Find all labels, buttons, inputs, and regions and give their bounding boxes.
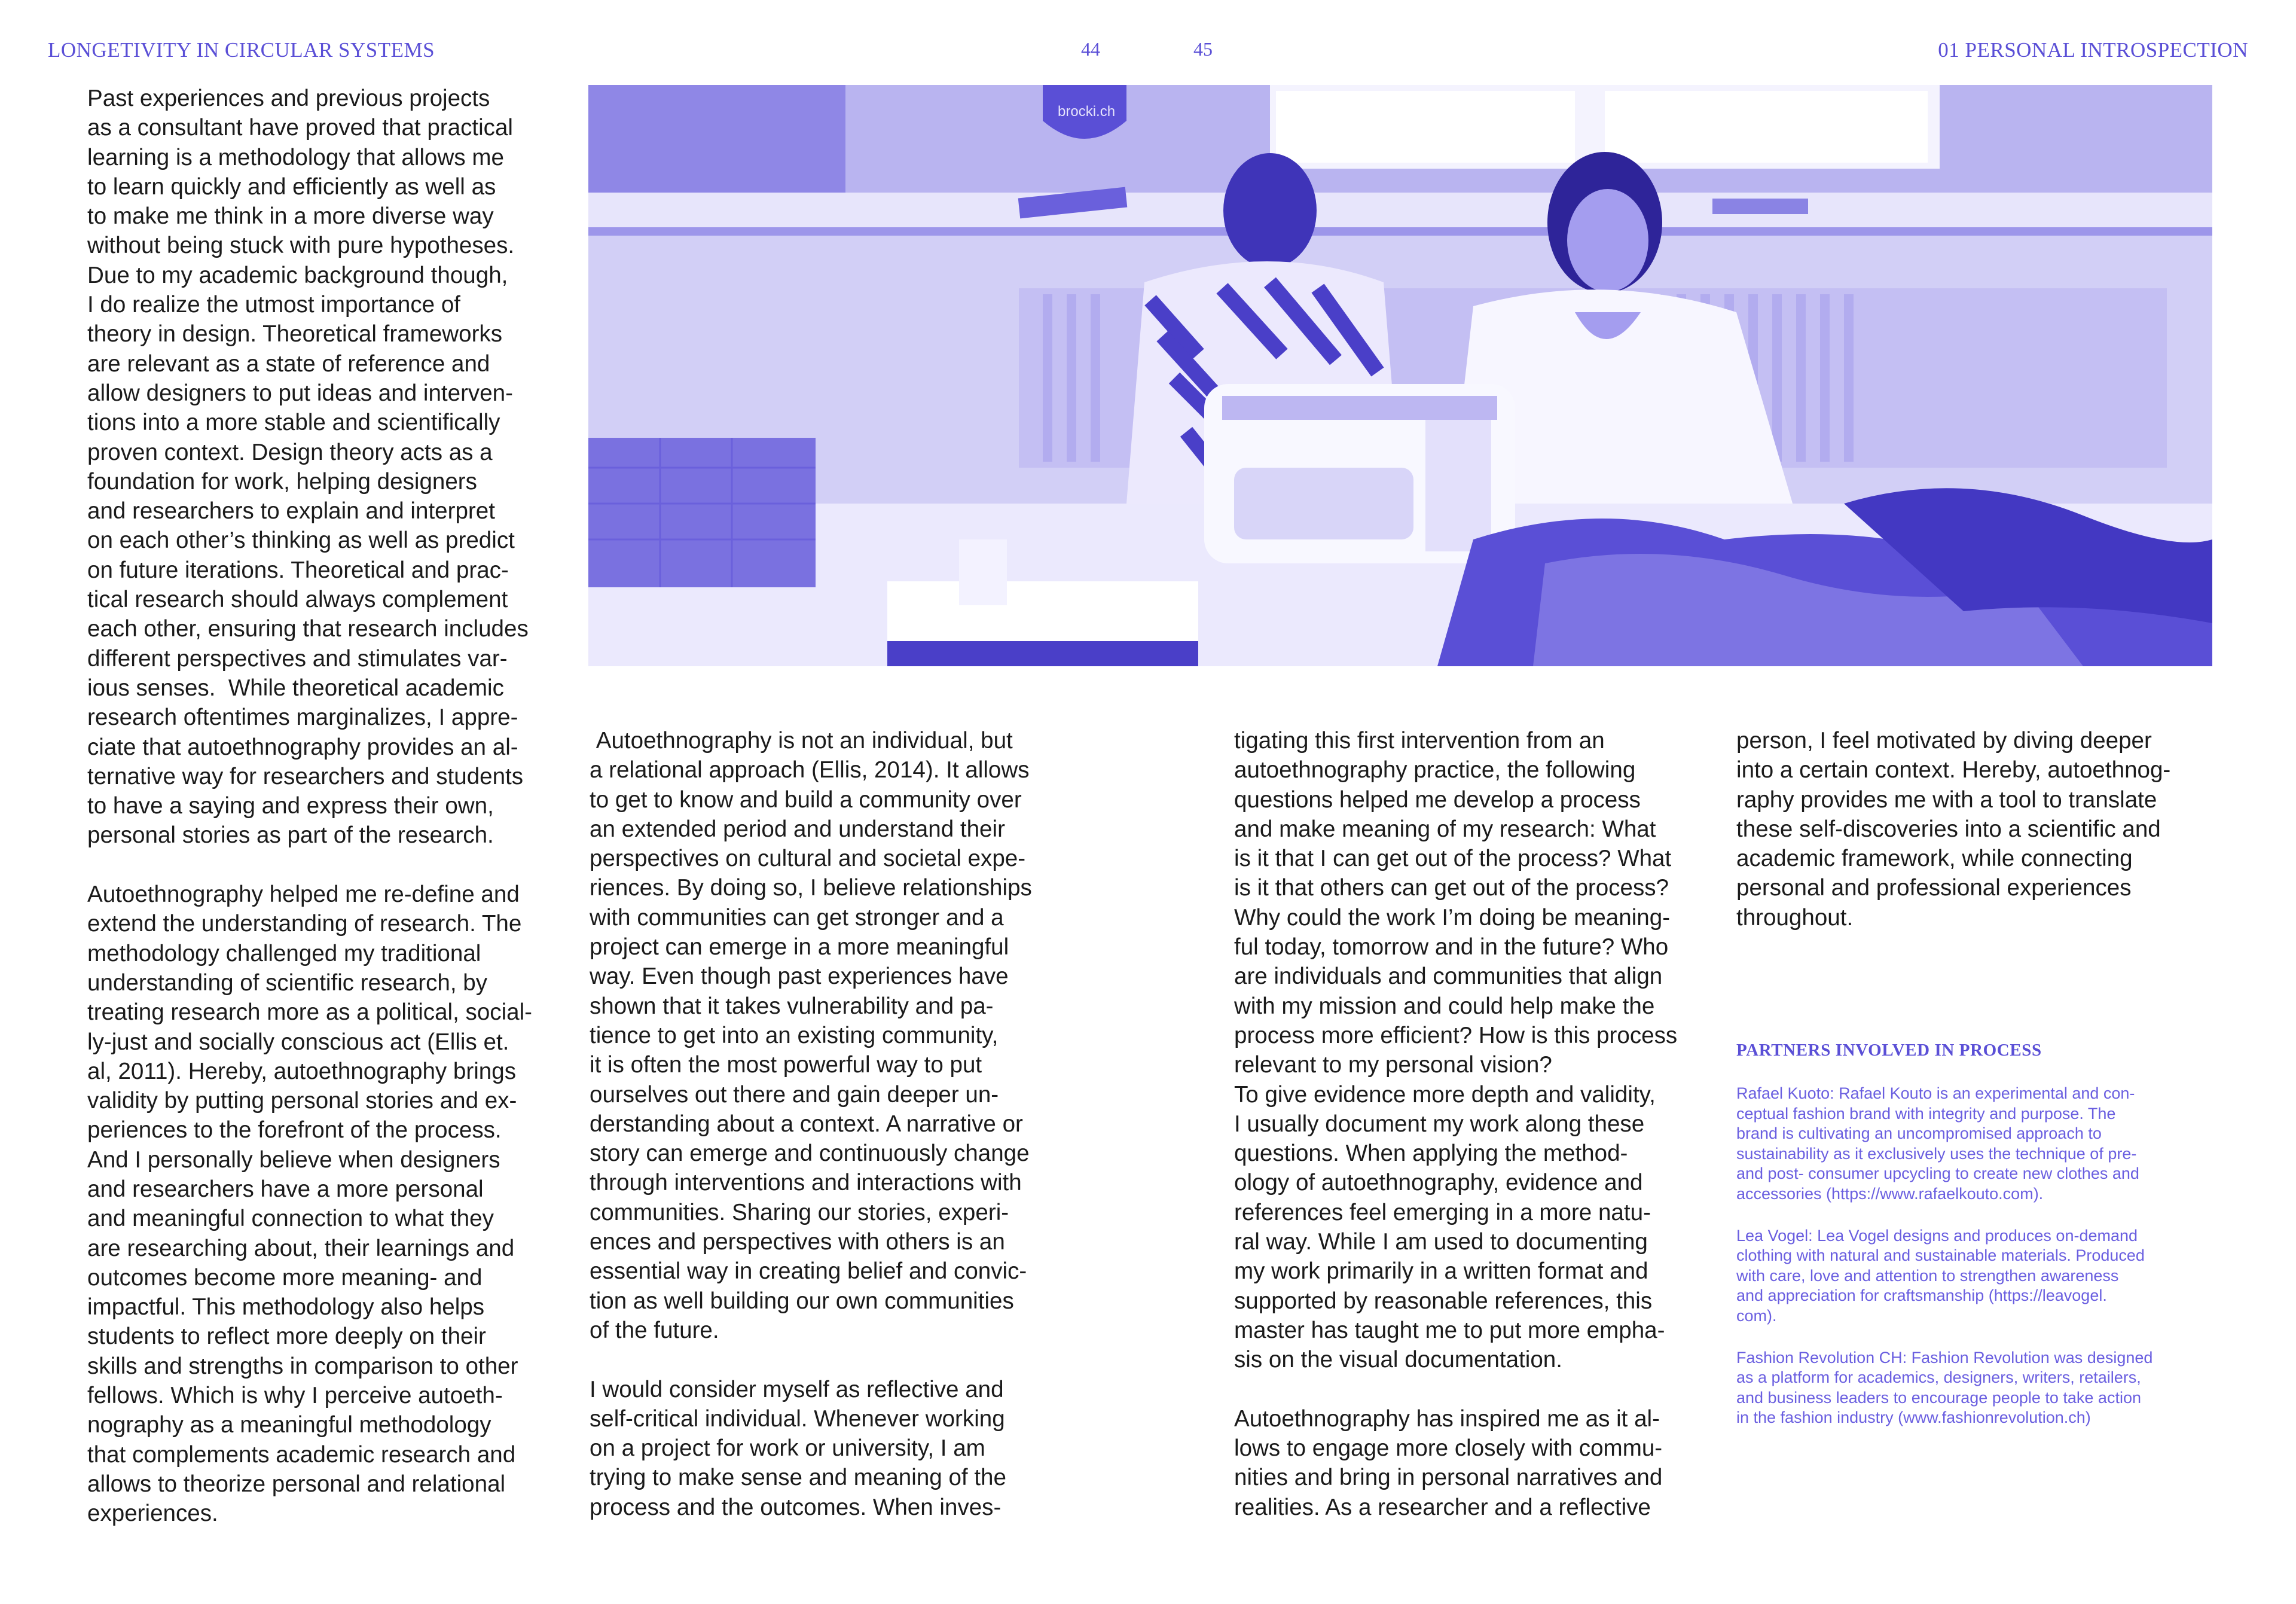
body-column-3: tigating this first intervention from an autoethnography practice, the following questions helped me develop a process and make meaning of my research: What is it that I can get out of the process? What is it that others can get out of the process? Why could the work I’m doing be meaning- ful today, tomorrow and in the future? Who are individuals and communities that align with my mission and could help make the process more efficient? How is this process relevant to my personal vision? To give evidence more depth and validity, I usually document my work along these questions. When applying the method- ology of autoethnography, evidence and references feel emerging in a more natu- ral way. While I am used to documenting my work primarily in a written format and supported by reasonable references, this master has taught me to put more empha- sis on the visual documentation. Autoethnography has inspired me as it al- lows to engage more closely with commu- nities and bring in personal narratives and realities. As a researcher and a reflective [1234, 728, 1678, 1520]
partner-fashion-revolution: Fashion Revolution CH: Fashion Revolution was designed as a platform for academics, designers, writers, retailers, and business leaders to encourage people to take action in the fashion industry (www.fashionrevolution.ch) [1736, 1348, 2153, 1427]
body-column-1: Past experiences and previous projects as a consultant have proved that practical learning is a methodology that allows me to learn quickly and efficiently as well as to make me think in a more diverse way without being stuck with pure hypotheses. Due to my academic background though, I do realize the utmost importance of theory in design. Theoretical frameworks are relevant as a state of reference and allow designers to put ideas and interven- tions into a more stable and scientifically proven context. Design theory acts as a foundation for work, helping designers and researchers to explain and interpret on each other’s thinking as well as predict on future iterations. Theoretical and prac- tical research should always complement each other, ensuring that research includes different perspectives and stimulates var- ious senses. While theoretical academic research oftentimes marginalizes, I appre- ciate that autoethnography provides an al- ternative way for researchers and students to have a saying and express their own, personal stories as part of the research. Autoethnography helped me re-define and extend the understanding of research. The methodology challenged my traditional understanding of scientific research, by treating research more as a political, social- ly-just and socially conscious act (Ellis et. al, 2011). Hereby, autoethnography brings validity by putting personal stories and ex- periences to the forefront of the process. And I personally believe when designers and researchers have a more personal and meaningful connection to what they are researching about, their learnings and outcomes become more meaning- and impactful. This methodology also helps students to reflect more deeply on their skills and strengths in comparison to other fellows. Which is why I perceive autoeth- nography as a meaningful methodology that complements academic research and allows to theorize personal and relational experiences. [87, 86, 533, 1527]
partners-list [1736, 1084, 2215, 1450]
body-column-4: person, I feel motivated by diving deeper into a certain context. Hereby, autoethnog- raphy provides me with a tool to translate these self-discoveries into a scientific and academic framework, while connecting personal and professional experiences throughout. [1736, 728, 2171, 931]
photo-illustration [588, 85, 2212, 666]
page-number-right: 45 [1193, 38, 1213, 60]
partners-heading: PARTNERS INVOLVED IN PROCESS [1736, 1041, 2042, 1060]
running-title-right: 01 PERSONAL INTROSPECTION [1938, 38, 2248, 62]
page-number-left: 44 [1081, 38, 1100, 60]
sign-text: brocki.ch [1058, 103, 1116, 120]
body-column-2: Autoethnography is not an individual, but a relational approach (Ellis, 2014). It allows to get to know and build a community over an extended period and understand their perspectives on cultural and societal expe- riences. By doing so, I believe relationships with communities can get stronger and a project can emerge in a more meaningful way. Even though past experiences have shown that it takes vulnerability and pa- tience to get into an existing community, it is often the most powerful way to put ourselves out there and gain deeper un- derstanding about a context. A narrative or story can emerge and continuously change through interventions and interactions with communities. Sharing our stories, experi- ences and perspectives with others is an essential way in creating belief and convic- tion as well building our own communities of the future. I would consider myself as reflective and self-critical individual. Whenever working on a project for work or university, I am trying to make sense and meaning of the process and the outcomes. When inves- [590, 728, 1032, 1520]
partner-rafael-kouto: Rafael Kuoto: Rafael Kouto is an experimental and con- ceptual fashion brand with integrity and purpose. The brand is cultivating an uncompromised approach to sustainability as it exclusively uses the technique of pre- and post- consumer upcycling to create new clothes and accessories (https://www.rafaelkouto.com). [1736, 1084, 2139, 1203]
duotone-photo-sewing-workshop [588, 85, 2212, 666]
partner-lea-vogel: Lea Vogel: Lea Vogel designs and produces on-demand clothing with natural and sustainable materials. Produced with care, love and attention to strengthen awareness and appreciation for craftsmanship (https://leavogel. com). [1736, 1226, 2145, 1325]
running-title-left: LONGETIVITY IN CIRCULAR SYSTEMS [48, 38, 435, 62]
